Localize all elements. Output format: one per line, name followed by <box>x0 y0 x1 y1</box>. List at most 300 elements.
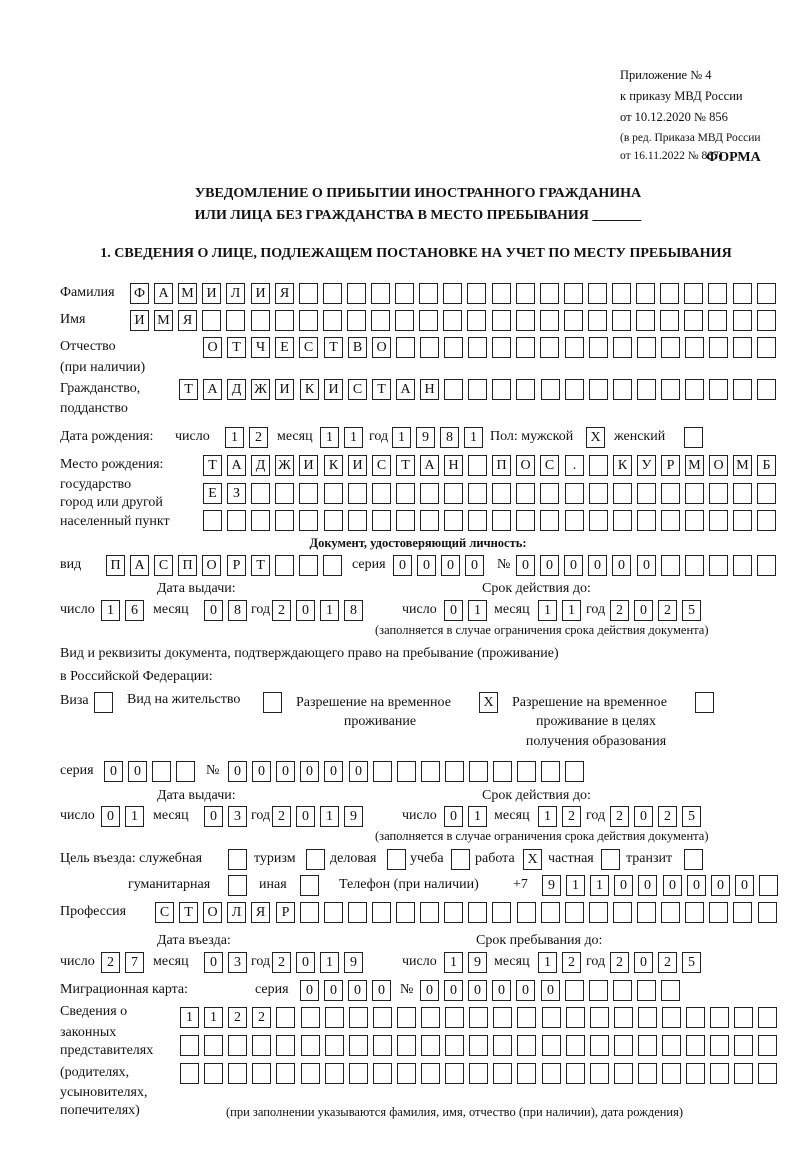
char-cell[interactable]: 0 <box>296 952 315 973</box>
char-cell[interactable] <box>348 483 367 504</box>
char-cell[interactable] <box>228 1035 247 1056</box>
char-cell[interactable] <box>541 761 560 782</box>
char-cell[interactable] <box>371 283 390 304</box>
char-cell[interactable] <box>542 1063 561 1084</box>
char-cell[interactable]: 1 <box>464 427 483 448</box>
char-cell[interactable]: С <box>154 555 173 576</box>
char-cell[interactable] <box>516 310 535 331</box>
char-cell[interactable] <box>300 902 319 923</box>
char-cell[interactable]: Л <box>226 283 245 304</box>
char-cell[interactable] <box>251 510 270 531</box>
char-cell[interactable] <box>661 980 680 1001</box>
checkbox[interactable] <box>695 692 714 713</box>
char-cell[interactable]: О <box>516 455 535 476</box>
checkbox[interactable] <box>684 849 703 870</box>
char-cell[interactable] <box>516 510 535 531</box>
char-cell[interactable]: К <box>324 455 343 476</box>
char-cell[interactable]: 1 <box>125 806 144 827</box>
char-cell[interactable] <box>301 1007 320 1028</box>
char-cell[interactable] <box>661 379 680 400</box>
char-cell[interactable] <box>468 902 487 923</box>
char-cell[interactable]: 8 <box>228 600 247 621</box>
char-cell[interactable] <box>421 761 440 782</box>
char-cell[interactable]: 0 <box>634 600 653 621</box>
char-cell[interactable] <box>613 902 632 923</box>
char-cell[interactable]: 0 <box>614 875 633 896</box>
char-cell[interactable]: Т <box>372 379 391 400</box>
checkbox[interactable] <box>387 849 406 870</box>
char-cell[interactable] <box>301 1063 320 1084</box>
char-cell[interactable] <box>685 902 704 923</box>
char-cell[interactable] <box>686 1007 705 1028</box>
char-cell[interactable]: Я <box>275 283 294 304</box>
char-cell[interactable] <box>589 483 608 504</box>
char-cell[interactable] <box>709 337 728 358</box>
char-cell[interactable] <box>660 283 679 304</box>
checkbox[interactable] <box>601 849 620 870</box>
char-cell[interactable] <box>252 1035 271 1056</box>
char-cell[interactable]: 0 <box>541 980 560 1001</box>
char-cell[interactable] <box>445 761 464 782</box>
char-cell[interactable]: А <box>420 455 439 476</box>
checkbox[interactable]: X <box>479 692 498 713</box>
char-cell[interactable] <box>734 1035 753 1056</box>
char-cell[interactable]: И <box>202 283 221 304</box>
char-cell[interactable]: 1 <box>320 427 339 448</box>
char-cell[interactable] <box>638 1007 657 1028</box>
char-cell[interactable] <box>590 1063 609 1084</box>
char-cell[interactable]: Е <box>203 483 222 504</box>
char-cell[interactable] <box>733 510 752 531</box>
char-cell[interactable] <box>685 510 704 531</box>
char-cell[interactable] <box>445 1063 464 1084</box>
char-cell[interactable] <box>396 902 415 923</box>
char-cell[interactable] <box>565 510 584 531</box>
char-cell[interactable]: 0 <box>516 555 535 576</box>
char-cell[interactable]: 2 <box>610 952 629 973</box>
checkbox[interactable]: X <box>523 849 542 870</box>
char-cell[interactable] <box>637 337 656 358</box>
char-cell[interactable] <box>589 337 608 358</box>
char-cell[interactable] <box>420 902 439 923</box>
char-cell[interactable]: 0 <box>104 761 123 782</box>
char-cell[interactable]: 2 <box>272 952 291 973</box>
char-cell[interactable] <box>325 1063 344 1084</box>
char-cell[interactable]: П <box>492 455 511 476</box>
checkbox[interactable] <box>684 427 703 448</box>
char-cell[interactable] <box>661 483 680 504</box>
char-cell[interactable] <box>176 761 195 782</box>
char-cell[interactable] <box>637 980 656 1001</box>
char-cell[interactable] <box>710 1035 729 1056</box>
char-cell[interactable] <box>662 1035 681 1056</box>
char-cell[interactable]: 0 <box>687 875 706 896</box>
char-cell[interactable] <box>444 483 463 504</box>
char-cell[interactable]: 2 <box>272 600 291 621</box>
char-cell[interactable]: 1 <box>468 600 487 621</box>
char-cell[interactable]: П <box>106 555 125 576</box>
char-cell[interactable] <box>685 555 704 576</box>
char-cell[interactable]: Р <box>227 555 246 576</box>
char-cell[interactable] <box>348 902 367 923</box>
char-cell[interactable] <box>566 1035 585 1056</box>
char-cell[interactable]: 2 <box>252 1007 271 1028</box>
char-cell[interactable]: С <box>299 337 318 358</box>
char-cell[interactable] <box>613 510 632 531</box>
char-cell[interactable] <box>541 379 560 400</box>
char-cell[interactable]: 2 <box>249 427 268 448</box>
char-cell[interactable] <box>492 379 511 400</box>
char-cell[interactable] <box>636 310 655 331</box>
char-cell[interactable] <box>395 283 414 304</box>
char-cell[interactable] <box>492 310 511 331</box>
char-cell[interactable] <box>324 902 343 923</box>
char-cell[interactable] <box>733 902 752 923</box>
char-cell[interactable] <box>614 1007 633 1028</box>
char-cell[interactable] <box>733 555 752 576</box>
char-cell[interactable]: 0 <box>324 980 343 1001</box>
char-cell[interactable] <box>349 1035 368 1056</box>
char-cell[interactable]: 1 <box>344 427 363 448</box>
checkbox[interactable] <box>228 875 247 896</box>
char-cell[interactable]: Р <box>276 902 295 923</box>
char-cell[interactable] <box>443 310 462 331</box>
char-cell[interactable] <box>467 310 486 331</box>
char-cell[interactable]: 8 <box>440 427 459 448</box>
char-cell[interactable] <box>202 310 221 331</box>
char-cell[interactable] <box>348 510 367 531</box>
char-cell[interactable]: 8 <box>344 600 363 621</box>
char-cell[interactable]: 0 <box>420 980 439 1001</box>
char-cell[interactable] <box>542 1007 561 1028</box>
char-cell[interactable] <box>588 283 607 304</box>
char-cell[interactable]: Ж <box>251 379 270 400</box>
char-cell[interactable] <box>613 980 632 1001</box>
char-cell[interactable] <box>734 1063 753 1084</box>
char-cell[interactable] <box>469 1063 488 1084</box>
char-cell[interactable]: 1 <box>101 600 120 621</box>
char-cell[interactable] <box>589 510 608 531</box>
char-cell[interactable] <box>590 1035 609 1056</box>
char-cell[interactable]: 5 <box>682 806 701 827</box>
char-cell[interactable]: 2 <box>101 952 120 973</box>
char-cell[interactable] <box>373 761 392 782</box>
char-cell[interactable]: Б <box>757 455 776 476</box>
checkbox[interactable] <box>451 849 470 870</box>
char-cell[interactable] <box>686 1063 705 1084</box>
char-cell[interactable]: 1 <box>320 952 339 973</box>
char-cell[interactable] <box>613 337 632 358</box>
char-cell[interactable] <box>540 337 559 358</box>
char-cell[interactable] <box>397 1007 416 1028</box>
char-cell[interactable]: М <box>733 455 752 476</box>
char-cell[interactable] <box>685 483 704 504</box>
checkbox[interactable] <box>263 692 282 713</box>
char-cell[interactable] <box>299 555 318 576</box>
char-cell[interactable] <box>421 1063 440 1084</box>
char-cell[interactable]: И <box>324 379 343 400</box>
char-cell[interactable]: Т <box>227 337 246 358</box>
char-cell[interactable] <box>203 510 222 531</box>
checkbox[interactable] <box>306 849 325 870</box>
char-cell[interactable] <box>493 1007 512 1028</box>
char-cell[interactable]: 0 <box>296 806 315 827</box>
char-cell[interactable]: 3 <box>228 806 247 827</box>
char-cell[interactable] <box>444 902 463 923</box>
char-cell[interactable] <box>323 310 342 331</box>
char-cell[interactable] <box>252 1063 271 1084</box>
char-cell[interactable] <box>661 337 680 358</box>
char-cell[interactable]: И <box>275 379 294 400</box>
char-cell[interactable] <box>443 283 462 304</box>
char-cell[interactable] <box>758 1007 777 1028</box>
char-cell[interactable]: 2 <box>562 952 581 973</box>
char-cell[interactable] <box>372 902 391 923</box>
char-cell[interactable] <box>516 483 535 504</box>
char-cell[interactable] <box>517 761 536 782</box>
char-cell[interactable] <box>759 875 778 896</box>
char-cell[interactable]: З <box>227 483 246 504</box>
char-cell[interactable]: И <box>251 283 270 304</box>
char-cell[interactable] <box>517 1007 536 1028</box>
char-cell[interactable]: 1 <box>538 806 557 827</box>
char-cell[interactable] <box>661 902 680 923</box>
char-cell[interactable] <box>516 337 535 358</box>
char-cell[interactable] <box>637 379 656 400</box>
char-cell[interactable]: 0 <box>468 980 487 1001</box>
char-cell[interactable]: И <box>299 455 318 476</box>
char-cell[interactable] <box>276 1007 295 1028</box>
char-cell[interactable] <box>637 902 656 923</box>
char-cell[interactable] <box>709 902 728 923</box>
char-cell[interactable] <box>468 455 487 476</box>
char-cell[interactable] <box>324 483 343 504</box>
char-cell[interactable]: 9 <box>344 952 363 973</box>
char-cell[interactable] <box>565 761 584 782</box>
char-cell[interactable] <box>468 337 487 358</box>
char-cell[interactable] <box>589 379 608 400</box>
char-cell[interactable]: 0 <box>612 555 631 576</box>
char-cell[interactable] <box>492 510 511 531</box>
char-cell[interactable] <box>662 1063 681 1084</box>
char-cell[interactable] <box>733 483 752 504</box>
char-cell[interactable] <box>757 283 776 304</box>
char-cell[interactable] <box>421 1007 440 1028</box>
char-cell[interactable] <box>565 337 584 358</box>
char-cell[interactable] <box>710 1063 729 1084</box>
char-cell[interactable] <box>662 1007 681 1028</box>
char-cell[interactable] <box>444 379 463 400</box>
char-cell[interactable]: 0 <box>296 600 315 621</box>
char-cell[interactable] <box>373 1063 392 1084</box>
char-cell[interactable] <box>421 1035 440 1056</box>
char-cell[interactable] <box>757 510 776 531</box>
char-cell[interactable] <box>709 483 728 504</box>
char-cell[interactable] <box>709 379 728 400</box>
char-cell[interactable]: 0 <box>634 952 653 973</box>
checkbox[interactable]: X <box>586 427 605 448</box>
char-cell[interactable] <box>733 310 752 331</box>
char-cell[interactable]: О <box>202 555 221 576</box>
char-cell[interactable] <box>758 1063 777 1084</box>
char-cell[interactable] <box>565 980 584 1001</box>
char-cell[interactable] <box>564 310 583 331</box>
char-cell[interactable]: 0 <box>711 875 730 896</box>
char-cell[interactable]: Т <box>179 379 198 400</box>
char-cell[interactable] <box>251 483 270 504</box>
char-cell[interactable] <box>395 310 414 331</box>
char-cell[interactable] <box>372 483 391 504</box>
char-cell[interactable] <box>276 1035 295 1056</box>
char-cell[interactable]: 2 <box>228 1007 247 1028</box>
char-cell[interactable]: 1 <box>204 1007 223 1028</box>
char-cell[interactable]: 0 <box>393 555 412 576</box>
char-cell[interactable] <box>734 1007 753 1028</box>
char-cell[interactable]: Н <box>444 455 463 476</box>
char-cell[interactable] <box>299 283 318 304</box>
char-cell[interactable] <box>396 510 415 531</box>
char-cell[interactable] <box>493 761 512 782</box>
char-cell[interactable] <box>468 510 487 531</box>
char-cell[interactable]: . <box>565 455 584 476</box>
char-cell[interactable]: К <box>300 379 319 400</box>
char-cell[interactable] <box>347 283 366 304</box>
char-cell[interactable] <box>709 510 728 531</box>
char-cell[interactable] <box>226 310 245 331</box>
char-cell[interactable] <box>325 1035 344 1056</box>
char-cell[interactable] <box>420 337 439 358</box>
char-cell[interactable] <box>516 379 535 400</box>
char-cell[interactable]: 1 <box>538 952 557 973</box>
char-cell[interactable] <box>589 980 608 1001</box>
char-cell[interactable] <box>492 283 511 304</box>
char-cell[interactable]: 0 <box>417 555 436 576</box>
char-cell[interactable] <box>396 337 415 358</box>
char-cell[interactable] <box>684 310 703 331</box>
char-cell[interactable]: Я <box>178 310 197 331</box>
char-cell[interactable] <box>588 310 607 331</box>
char-cell[interactable]: Я <box>251 902 270 923</box>
char-cell[interactable]: 0 <box>324 761 343 782</box>
char-cell[interactable]: 0 <box>348 980 367 1001</box>
char-cell[interactable] <box>590 1007 609 1028</box>
char-cell[interactable]: О <box>203 337 222 358</box>
char-cell[interactable]: 0 <box>204 952 223 973</box>
char-cell[interactable] <box>661 555 680 576</box>
char-cell[interactable]: М <box>178 283 197 304</box>
char-cell[interactable] <box>251 310 270 331</box>
char-cell[interactable]: 0 <box>228 761 247 782</box>
char-cell[interactable]: Т <box>251 555 270 576</box>
char-cell[interactable]: Л <box>227 902 246 923</box>
char-cell[interactable]: 2 <box>562 806 581 827</box>
char-cell[interactable] <box>566 1063 585 1084</box>
char-cell[interactable] <box>685 379 704 400</box>
char-cell[interactable] <box>227 510 246 531</box>
char-cell[interactable] <box>420 510 439 531</box>
char-cell[interactable]: 0 <box>372 980 391 1001</box>
char-cell[interactable] <box>565 902 584 923</box>
char-cell[interactable] <box>468 483 487 504</box>
char-cell[interactable] <box>492 902 511 923</box>
char-cell[interactable] <box>275 510 294 531</box>
char-cell[interactable] <box>469 1007 488 1028</box>
char-cell[interactable]: Ф <box>130 283 149 304</box>
char-cell[interactable] <box>757 379 776 400</box>
char-cell[interactable] <box>323 555 342 576</box>
char-cell[interactable]: 2 <box>658 806 677 827</box>
char-cell[interactable] <box>758 902 777 923</box>
char-cell[interactable] <box>420 483 439 504</box>
char-cell[interactable] <box>758 1035 777 1056</box>
char-cell[interactable] <box>589 455 608 476</box>
char-cell[interactable]: Д <box>251 455 270 476</box>
char-cell[interactable] <box>685 337 704 358</box>
char-cell[interactable]: У <box>637 455 656 476</box>
char-cell[interactable] <box>492 483 511 504</box>
char-cell[interactable]: О <box>203 902 222 923</box>
char-cell[interactable]: 0 <box>101 806 120 827</box>
char-cell[interactable] <box>396 483 415 504</box>
char-cell[interactable]: 0 <box>300 980 319 1001</box>
char-cell[interactable]: 2 <box>658 952 677 973</box>
char-cell[interactable] <box>397 1063 416 1084</box>
checkbox[interactable] <box>94 692 113 713</box>
char-cell[interactable] <box>614 1035 633 1056</box>
char-cell[interactable]: 1 <box>225 427 244 448</box>
char-cell[interactable] <box>565 483 584 504</box>
char-cell[interactable] <box>204 1063 223 1084</box>
char-cell[interactable]: 9 <box>542 875 561 896</box>
char-cell[interactable]: 0 <box>128 761 147 782</box>
char-cell[interactable]: А <box>154 283 173 304</box>
char-cell[interactable] <box>325 1007 344 1028</box>
char-cell[interactable] <box>661 510 680 531</box>
char-cell[interactable] <box>612 283 631 304</box>
char-cell[interactable]: 0 <box>444 806 463 827</box>
char-cell[interactable] <box>152 761 171 782</box>
char-cell[interactable] <box>467 283 486 304</box>
char-cell[interactable]: 6 <box>125 600 144 621</box>
char-cell[interactable] <box>638 1063 657 1084</box>
char-cell[interactable] <box>540 510 559 531</box>
char-cell[interactable]: 0 <box>465 555 484 576</box>
char-cell[interactable] <box>299 483 318 504</box>
char-cell[interactable]: С <box>348 379 367 400</box>
char-cell[interactable]: К <box>613 455 632 476</box>
char-cell[interactable] <box>445 1007 464 1028</box>
char-cell[interactable] <box>660 310 679 331</box>
char-cell[interactable]: Т <box>396 455 415 476</box>
char-cell[interactable] <box>541 902 560 923</box>
char-cell[interactable] <box>299 310 318 331</box>
char-cell[interactable] <box>613 483 632 504</box>
char-cell[interactable]: А <box>227 455 246 476</box>
char-cell[interactable] <box>228 1063 247 1084</box>
char-cell[interactable] <box>638 1035 657 1056</box>
char-cell[interactable]: 9 <box>468 952 487 973</box>
char-cell[interactable]: 0 <box>204 600 223 621</box>
char-cell[interactable] <box>469 761 488 782</box>
char-cell[interactable] <box>686 1035 705 1056</box>
char-cell[interactable] <box>275 555 294 576</box>
char-cell[interactable]: А <box>130 555 149 576</box>
char-cell[interactable]: 1 <box>468 806 487 827</box>
char-cell[interactable]: А <box>203 379 222 400</box>
char-cell[interactable]: Р <box>661 455 680 476</box>
char-cell[interactable]: 9 <box>344 806 363 827</box>
char-cell[interactable] <box>349 1007 368 1028</box>
